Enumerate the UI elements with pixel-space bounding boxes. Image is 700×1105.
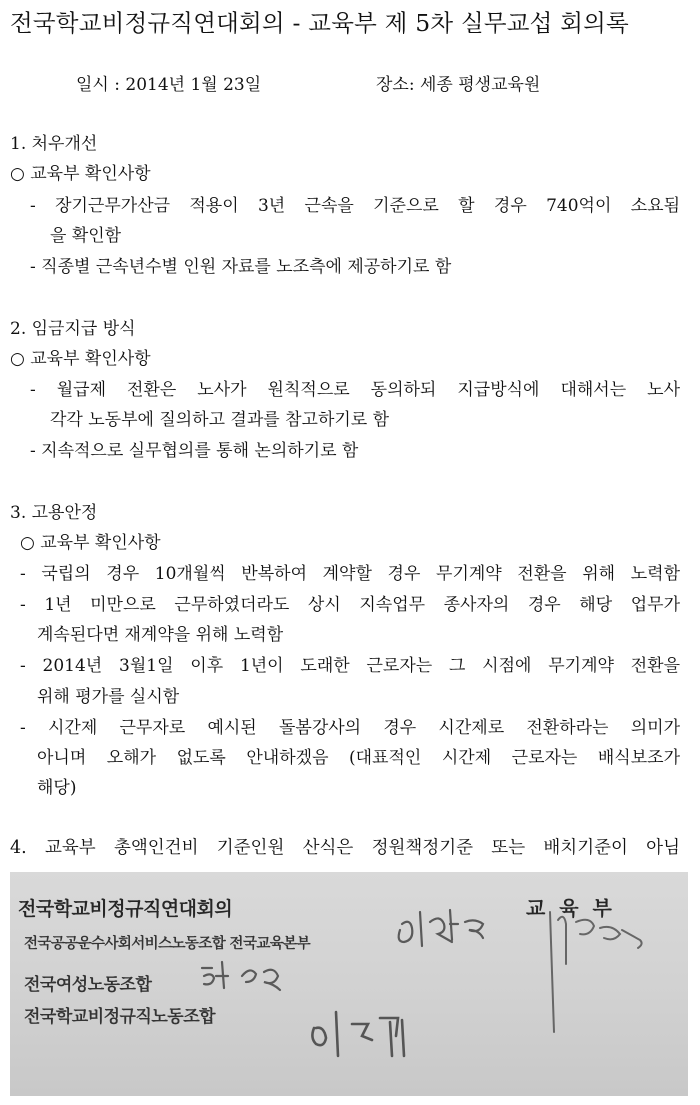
section-3-item: - 시간제 근무자로 예시된 돌봄강사의 경우 시간제로 전환하라는 의미가 [20,718,680,738]
section-2-sub: ○ 교육부 확인사항 [10,349,151,369]
meeting-date: 일시 : 2014년 1월 23일 [76,75,262,95]
section-3-item: - 2014년 3월1일 이후 1년이 도래한 근로자는 그 시점에 무기계약 전환을 [20,656,680,676]
signature-union-3: 전국학교비정규직노동조합 [24,1007,216,1027]
signature-3-icon [312,1012,404,1056]
section-1-heading: 1. 처우개선 [10,134,98,154]
signature-union-1: 전국공공운수사회서비스노동조합 전국교육본부 [24,936,310,952]
signature-union-2: 전국여성노동조합 [24,975,152,995]
signature-ministry-icon [550,912,642,1032]
section-2-heading: 2. 임금지급 방식 [10,319,136,339]
signature-org-main: 전국학교비정규직연대회의 [18,898,233,920]
section-1-item: - 직종별 근속년수별 인원 자료를 노조측에 제공하기로 함 [30,257,452,277]
section-1-item: - 장기근무가산금 적용이 3년 근속을 기준으로 할 경우 740억이 소요됨 [30,196,680,216]
section-3-item: - 국립의 경우 10개월씩 반복하여 계약할 경우 무기계약 전환을 위해 노력함 [20,564,680,584]
document-title: 전국학교비정규직연대회의 - 교육부 제 5차 실무교섭 회의록 [10,9,629,37]
handwritten-signatures [10,872,688,1096]
section-3-sub: ○ 교육부 확인사항 [20,533,161,553]
section-1-sub: ○ 교육부 확인사항 [10,164,151,184]
section-2-item: - 지속적으로 실무협의를 통해 논의하기로 함 [30,441,359,461]
section-2-item: - 월급제 전환은 노사가 원칙적으로 동의하되 지급방식에 대해서는 노사 [30,380,680,400]
section-3-heading: 3. 고용안정 [10,503,98,523]
signature-2-icon [202,962,280,990]
meeting-place: 장소: 세종 평생교육원 [376,75,541,95]
section-1-item: 을 확인함 [50,226,122,246]
section-3-item: 아니며 오해가 없도록 안내하겠음 (대표적인 시간제 근로자는 배식보조가 [37,748,680,768]
section-3-item: 해당) [37,778,77,798]
section-3-item: - 1년 미만으로 근무하였더라도 상시 지속업무 종사자의 경우 해당 업무가 [20,595,680,615]
section-4-heading: 4. 교육부 총액인건비 기준인원 산식은 정원책정기준 또는 배치기준이 아님 [10,838,680,858]
signature-block [10,872,688,1096]
signature-ministry: 교 육 부 [526,896,612,920]
section-2-item: 각각 노동부에 질의하고 결과를 참고하기로 함 [50,410,390,430]
section-3-item: 위해 평가를 실시함 [37,687,180,707]
section-3-item: 계속된다면 재계약을 위해 노력함 [37,625,284,645]
signature-1-icon [399,910,483,946]
